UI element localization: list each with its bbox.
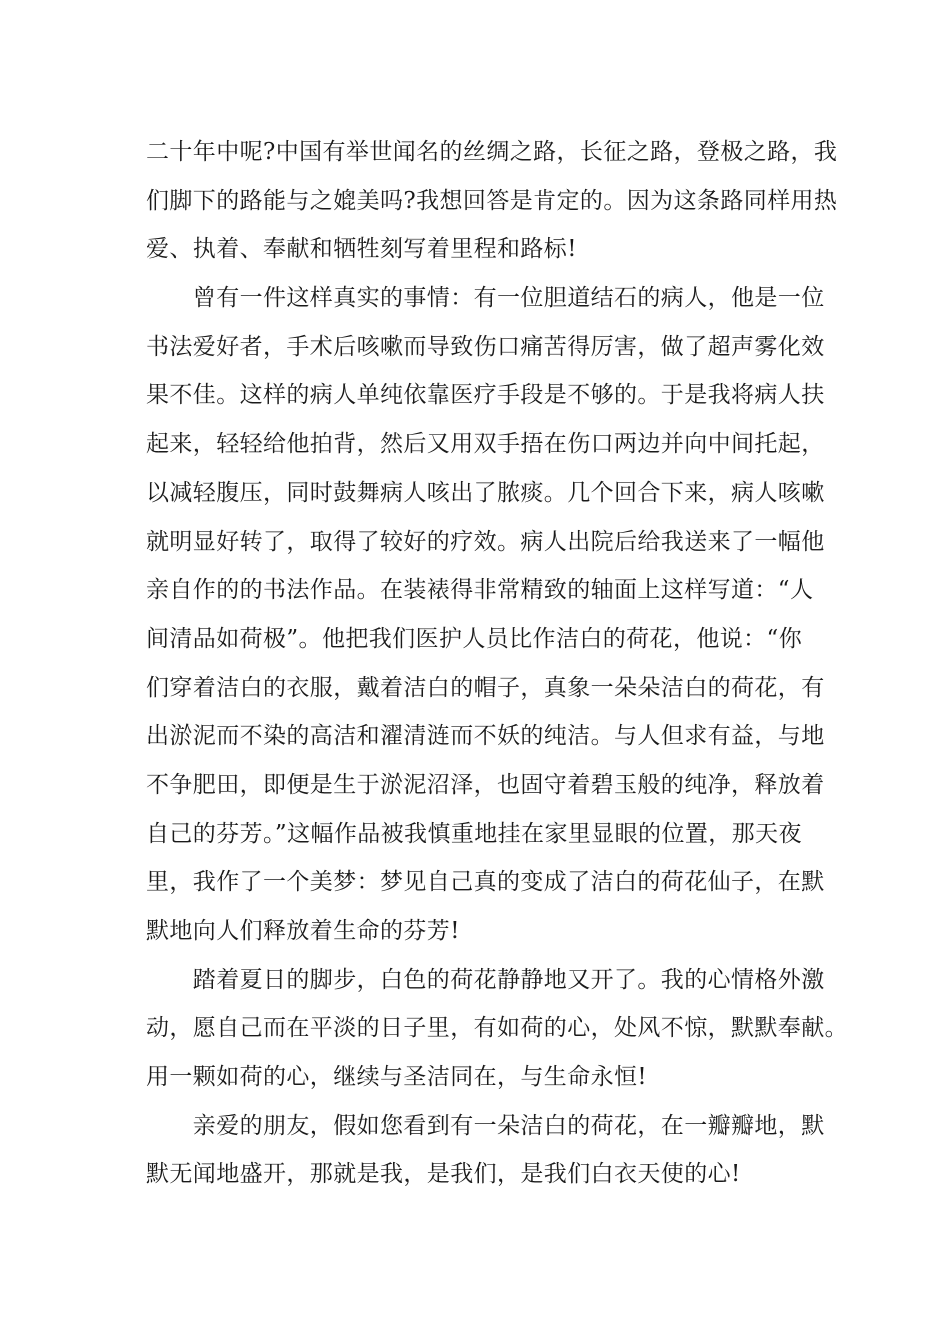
text-line: 出淤泥而不染的高洁和濯清涟而不妖的纯洁。与人但求有益，与地 <box>146 723 825 750</box>
text-line: 用一颗如荷的心，继续与圣洁同在，与生命永恒! <box>146 1064 648 1091</box>
text-line: 不争肥田，即便是生于淤泥沼泽，也固守着碧玉般的纯净，释放着 <box>146 771 825 798</box>
text-line: 们脚下的路能与之媲美吗?我想回答是肯定的。因为这条路同样用热 <box>146 187 838 214</box>
body-text <box>146 128 846 1199</box>
text-line: 踏着夏日的脚步，白色的荷花静静地又开了。我的心情格外激 <box>146 966 825 993</box>
text-line: 书法爱好者，手术后咳嗽而导致伤口痛苦得厉害，做了超声雾化效 <box>146 333 825 360</box>
text-line: 曾有一件这样真实的事情：有一位胆道结石的病人，他是一位 <box>146 285 825 312</box>
text-line: 爱、执着、奉献和牺牲刻写着里程和路标! <box>146 236 577 263</box>
text-line: 起来，轻轻给他拍背，然后又用双手捂在伤口两边并向中间托起， <box>146 431 825 458</box>
text-line: 以减轻腹压，同时鼓舞病人咳出了脓痰。几个回合下来，病人咳嗽 <box>146 479 825 506</box>
text-line: 就明显好转了，取得了较好的疗效。病人出院后给我送来了一幅他 <box>146 528 825 555</box>
text-line: 亲爱的朋友，假如您看到有一朵洁白的荷花，在一瓣瓣地，默 <box>146 1112 825 1139</box>
text-line: 亲自作的的书法作品。在装裱得非常精致的轴面上这样写道：“人 <box>146 577 814 604</box>
text-line: 默无闻地盛开，那就是我，是我们，是我们白衣天使的心! <box>146 1161 741 1188</box>
text-line: 里，我作了一个美梦：梦见自己真的变成了洁白的荷花仙子，在默 <box>146 869 825 896</box>
text-line: 们穿着洁白的衣服，戴着洁白的帽子，真象一朵朵洁白的荷花，有 <box>146 674 825 701</box>
text-line: 间清品如荷极”。他把我们医护人员比作洁白的荷花，他说：“你 <box>146 625 803 652</box>
text-line: 果不佳。这样的病人单纯依靠医疗手段是不够的。于是我将病人扶 <box>146 382 825 409</box>
text-line: 二十年中呢?中国有举世闻名的丝绸之路，长征之路，登极之路，我 <box>146 139 838 165</box>
text-line: 动，愿自己而在平淡的日子里，有如荷的心，处风不惊，默默奉献。 <box>146 1015 848 1042</box>
text-line: 默地向人们释放着生命的芬芳! <box>146 918 460 944</box>
text-line: 自己的芬芳。”这幅作品被我慎重地挂在家里显眼的位置，那天夜 <box>146 820 802 847</box>
